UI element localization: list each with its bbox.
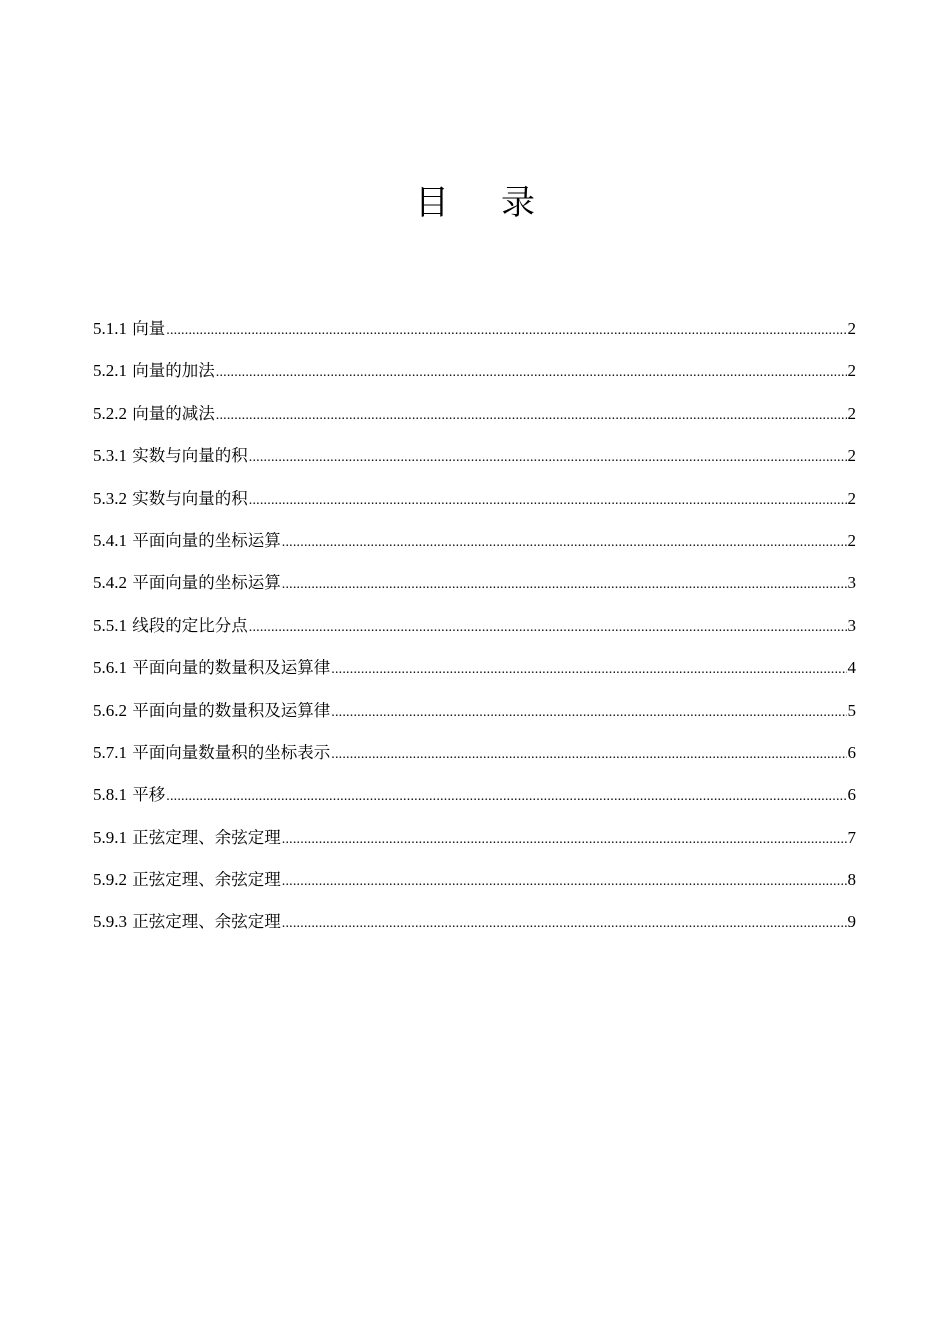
- toc-entry[interactable]: [93, 780, 856, 822]
- toc-entry-number: 5.1.1: [93, 319, 127, 338]
- toc-entry-title: 平面向量的数量积及运算律: [132, 658, 331, 678]
- toc-entry-number: 5.8.1: [93, 785, 127, 805]
- toc-leader-dots: [282, 528, 847, 558]
- toc-entry-label: [93, 907, 281, 937]
- toc-entry-title: 向量的加法: [132, 361, 215, 381]
- toc-entry-label: [93, 399, 215, 429]
- toc-entry-number: 5.6.2: [93, 700, 127, 720]
- toc-leader-dots: [249, 443, 847, 473]
- toc-entry-number: 5.9.3: [93, 912, 127, 932]
- toc-entry-label: [93, 780, 165, 810]
- toc-entry-title: 实数与向量的积: [132, 446, 248, 466]
- toc-entry-title: 向量: [132, 319, 166, 338]
- toc-leader-dots: [282, 570, 847, 600]
- toc-entry[interactable]: [93, 696, 856, 738]
- toc-entry[interactable]: [93, 611, 856, 653]
- toc-entry-title: 正弦定理、余弦定理: [132, 827, 281, 847]
- toc-entry-title: 平面向量的坐标运算: [132, 573, 281, 593]
- toc-leader-dots: [249, 613, 847, 643]
- toc-entry-label: [93, 526, 281, 556]
- toc-entry-page: 7: [847, 827, 856, 847]
- toc-entry-title: 线段的定比分点: [132, 615, 248, 635]
- toc-entry[interactable]: [93, 653, 856, 695]
- toc-leader-dots: [216, 358, 847, 388]
- toc-entry-title: 正弦定理、余弦定理: [132, 912, 281, 932]
- toc-entry-number: 5.9.1: [93, 827, 127, 847]
- toc-entry-page: 6: [847, 785, 856, 805]
- toc-entry-label: [93, 653, 330, 683]
- toc-entry-page: 3: [847, 573, 856, 593]
- toc-leader-dots: [331, 698, 846, 728]
- toc-leader-dots: [282, 867, 847, 897]
- toc-entry-number: 5.4.1: [93, 530, 127, 550]
- toc-entry-number: 5.9.2: [93, 870, 127, 890]
- toc-entry-label: [93, 484, 248, 514]
- toc-entry-label: [93, 611, 248, 641]
- toc-leader-dots: [166, 316, 846, 346]
- toc-entry[interactable]: [93, 484, 856, 526]
- toc-entry-number: 5.2.2: [93, 403, 127, 423]
- toc-entry-page: 5: [847, 700, 856, 720]
- toc-entry[interactable]: [93, 865, 856, 907]
- toc-entry-page: 2: [847, 446, 856, 466]
- toc-entry-page: 9: [847, 912, 856, 932]
- toc-entry-number: 5.4.2: [93, 573, 127, 593]
- toc-leader-dots: [249, 486, 847, 516]
- toc-entry-title: 正弦定理、余弦定理: [132, 870, 281, 890]
- toc-entry-page: 2: [847, 361, 856, 381]
- toc-leader-dots: [166, 782, 846, 812]
- toc-entry-page: 2: [847, 403, 856, 423]
- toc-entry[interactable]: [93, 399, 856, 441]
- toc-entry-page: 4: [847, 658, 856, 678]
- toc-leader-dots: [331, 740, 846, 770]
- toc-entry-page: 2: [847, 319, 856, 338]
- toc-list: [93, 314, 856, 950]
- toc-entry[interactable]: [93, 823, 856, 865]
- toc-entry-page: 2: [847, 530, 856, 550]
- toc-leader-dots: [282, 909, 847, 939]
- toc-entry-number: 5.2.1: [93, 361, 127, 381]
- toc-entry-label: [93, 441, 248, 471]
- toc-entry-title: 向量的减法: [132, 403, 215, 423]
- toc-entry-title: 实数与向量的积: [132, 488, 248, 508]
- toc-leader-dots: [331, 655, 846, 685]
- toc-entry-label: [93, 314, 165, 344]
- toc-entry-number: 5.3.1: [93, 446, 127, 466]
- toc-entry[interactable]: [93, 441, 856, 483]
- toc-entry-page: 3: [847, 615, 856, 635]
- toc-entry-label: [93, 696, 330, 726]
- toc-entry-title: 平移: [132, 785, 166, 805]
- toc-entry-label: [93, 738, 330, 768]
- toc-entry-number: 5.3.2: [93, 488, 127, 508]
- toc-title: 目录: [415, 183, 587, 223]
- toc-entry-label: [93, 356, 215, 386]
- toc-entry-page: 6: [847, 742, 856, 762]
- toc-entry-page: 2: [847, 488, 856, 508]
- toc-entry-title: 平面向量数量积的坐标表示: [132, 742, 331, 762]
- toc-entry[interactable]: [93, 738, 856, 780]
- toc-entry-title: 平面向量的坐标运算: [132, 530, 281, 550]
- toc-entry-number: 5.6.1: [93, 658, 127, 678]
- toc-leader-dots: [216, 401, 847, 431]
- toc-entry-label: [93, 568, 281, 598]
- toc-entry-page: 8: [847, 870, 856, 890]
- toc-entry-label: [93, 865, 281, 895]
- toc-entry[interactable]: [93, 568, 856, 610]
- toc-entry[interactable]: [93, 907, 856, 949]
- toc-entry-title: 平面向量的数量积及运算律: [132, 700, 331, 720]
- toc-entry[interactable]: [93, 356, 856, 398]
- toc-entry[interactable]: [93, 526, 856, 568]
- toc-entry-number: 5.5.1: [93, 615, 127, 635]
- toc-leader-dots: [282, 825, 847, 855]
- toc-entry-number: 5.7.1: [93, 742, 127, 762]
- toc-entry[interactable]: [93, 314, 856, 356]
- toc-entry-label: [93, 823, 281, 853]
